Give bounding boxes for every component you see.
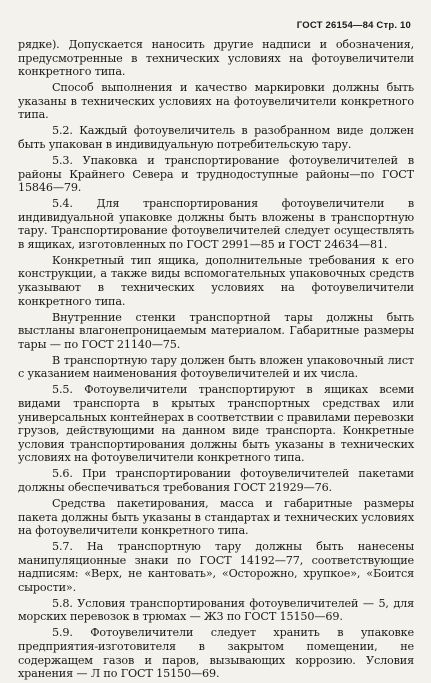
paragraph-marking-method: Способ выполнения и качество маркировки должны быть указаны в технических условиях на фотоувеличители конкретного типа. (18, 81, 414, 122)
page-header: ГОСТ 26154—84 Стр. 10 (296, 20, 411, 31)
paragraph-continuation: рядке). Допускается наносить другие надписи и обозначения, предусмотренные в технических условиях на фотоувеличители конкретного типа. (18, 38, 414, 79)
paragraph-5-7: 5.7. На транспортную тару должны быть нанесены манипуляционные знаки по ГОСТ 14192—77, соответствующие надписям: «Верх, не кантовать», «Осторожно, хрупкое», «Боится сырости». (18, 540, 414, 594)
paragraph-5-6: 5.6. При транспортировании фотоувеличителей пакетами должны обеспечиваться требования ГОСТ 21929—76. (18, 467, 414, 494)
paragraph-5-9: 5.9. Фотоувеличители следует хранить в упаковке предприятия-изготовителя в закрытом помещении, не содержащем газов и паров, вызывающих коррозию. Условия хранения — Л по ГОСТ 15150—69. (18, 626, 414, 681)
paragraph-5-2: 5.2. Каждый фотоувеличитель в разобранном виде должен быть упакован в индивидуальную потребительскую тару. (18, 124, 414, 151)
document-body (18, 38, 414, 683)
paragraph-5-4: 5.4. Для транспортирования фотоувеличители в индивидуальной упаковке должны быть вложены в транспортную тару. Транспортирование фотоувеличителей следует осуществлять в ящиках, изготовленных по ГОСТ 2991—85 и ГОСТ 24634—81. (18, 197, 414, 251)
paragraph-inner-walls: Внутренние стенки транспортной тары должны быть выстланы влагонепроницаемым материалом. Габаритные размеры тары — по ГОСТ 21140—75. (18, 310, 414, 351)
paragraph-5-8: 5.8. Условия транспортирования фотоувеличителей — 5, для морских перевозок в трюмах — Ж3 по ГОСТ 15150—69. (18, 596, 414, 624)
paragraph-5-3: 5.3. Упаковка и транспортирование фотоувеличителей в районы Крайнего Севера и труднодоступные районы—по ГОСТ 15846—79. (18, 153, 414, 195)
paragraph-5-5: 5.5. Фотоувеличители транспортируют в ящиках всеми видами транспорта в крытых транспортных средствах или универсальных контейнерах в соответствии с правилами перевозки грузов, действующими на данном виде транспорта. Конкретные условия транспортирования должны быть указаны в технических условиях на фотоувеличители конкретного типа. (18, 383, 414, 465)
paragraph-packing-list: В транспортную тару должен быть вложен упаковочный лист с указанием наименования фотоувеличителей и их числа. (18, 353, 414, 381)
paragraph-packaging-means: Средства пакетирования, масса и габаритные размеры пакета должны быть указаны в стандартах и технических условиях на фотоувеличители конкретного типа. (18, 496, 414, 538)
paragraph-box-type: Конкретный тип ящика, дополнительные требования к его конструкции, а также виды вспомогательных упаковочных средств указывают в технических условиях на фотоувеличители конкретного типа. (18, 253, 414, 308)
